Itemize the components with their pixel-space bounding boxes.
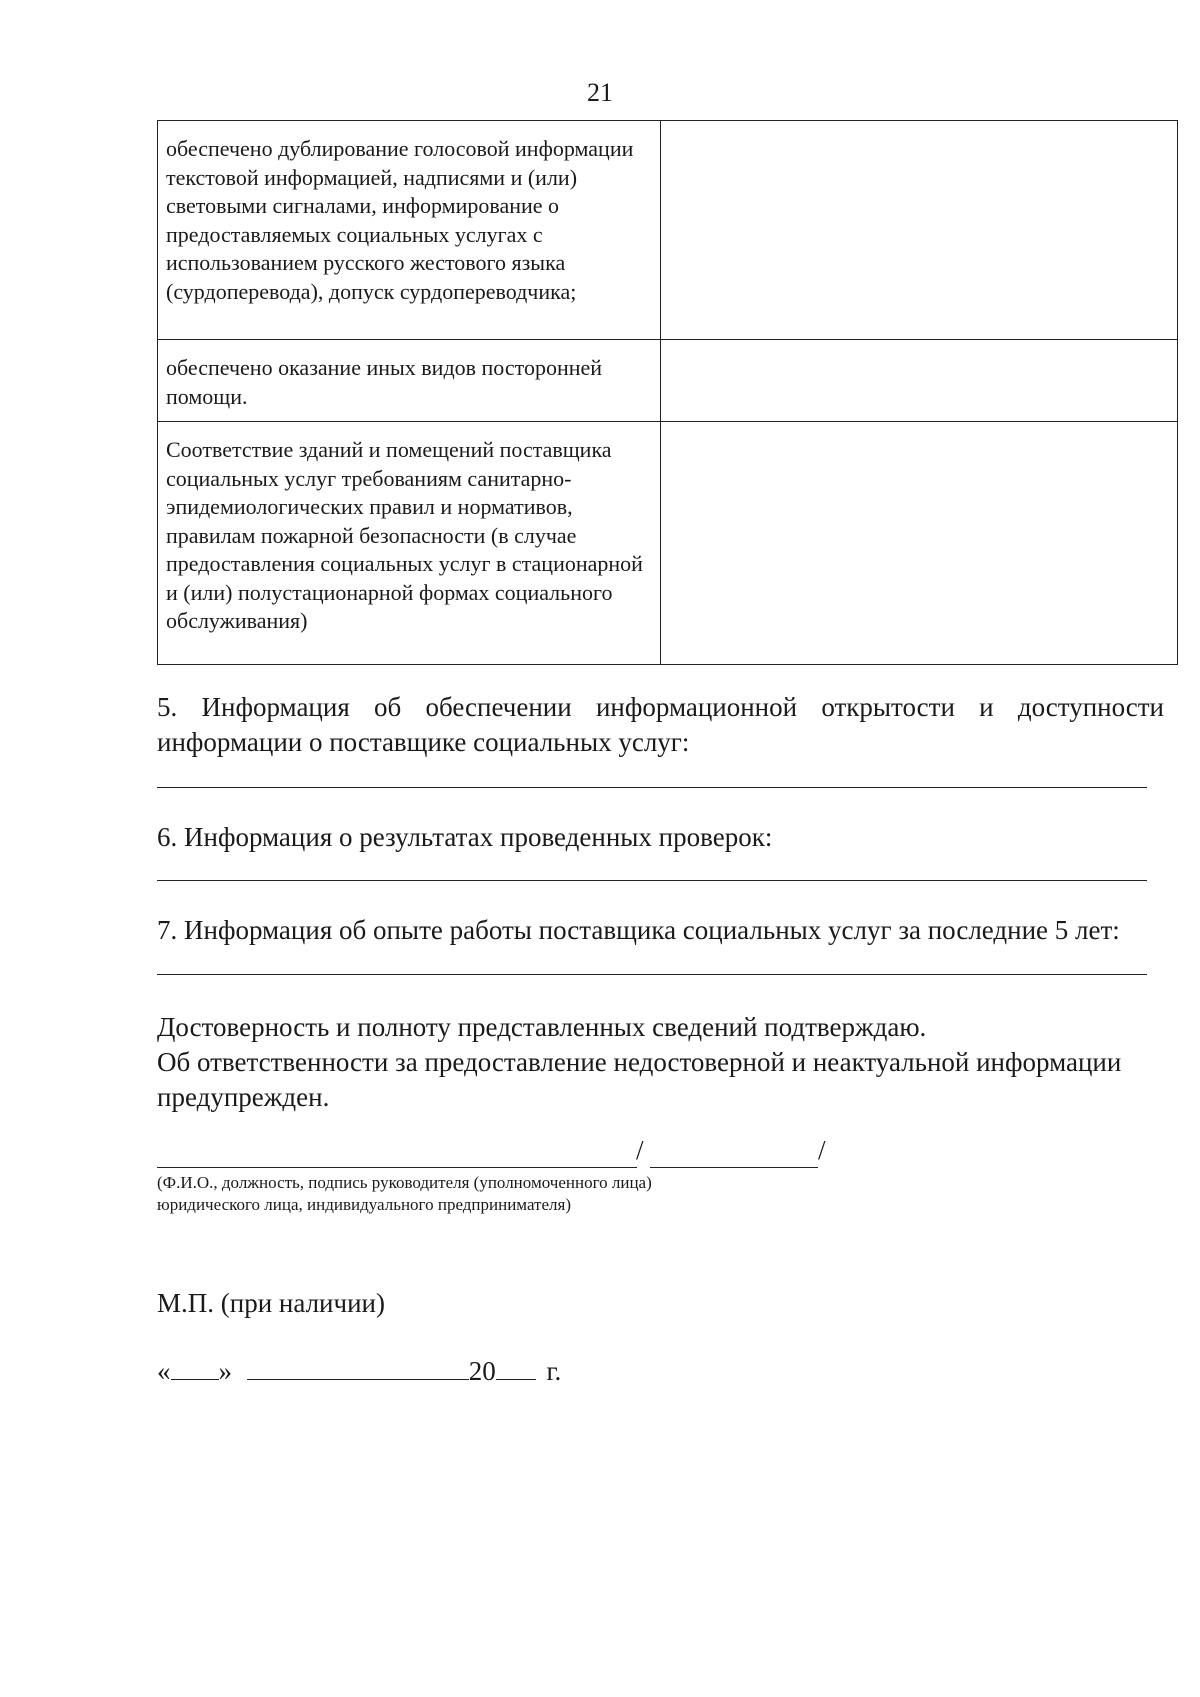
table-row	[158, 422, 1178, 665]
value-cell[interactable]	[661, 121, 1178, 340]
table-row	[158, 121, 1178, 340]
section-7-answer-line[interactable]	[157, 974, 1147, 975]
signature-name-line[interactable]	[157, 1167, 637, 1168]
criterion-cell: обеспечено оказание иных видов посторонней помощи.	[158, 340, 661, 422]
date-close-quote: »	[218, 1356, 232, 1386]
section-5-line-1: 5. Информация об обеспечении информационной открытости и доступности	[157, 692, 1164, 722]
signature-sign-line[interactable]	[650, 1167, 818, 1168]
criteria-table	[157, 120, 1178, 665]
signature-note: (Ф.И.О., должность, подпись руководителя (уполномоченного лица) юридического лица, индивидуального предпринимателя)	[157, 1173, 652, 1214]
value-cell[interactable]	[661, 422, 1178, 665]
criterion-cell: Соответствие зданий и помещений поставщика социальных услуг требованиям санитарно-эпидемиологических правил и нормативов, правилам пожарной безопасности (в случае предоставления социальных услуг в стационарной и (или) полустационарной формах социального обслуживания)	[158, 422, 661, 665]
value-cell[interactable]	[661, 340, 1178, 422]
year-suffix: г.	[546, 1356, 562, 1386]
section-5-heading	[157, 690, 1164, 725]
year-field[interactable]	[496, 1355, 536, 1380]
declaration-line-2: Об ответственности за предоставление недостоверной и неактуальной информации предупрежден.	[157, 1047, 1122, 1112]
page-number: 21	[587, 78, 613, 107]
stamp-label: М.П. (при наличии)	[157, 1288, 385, 1318]
signature-separator: /	[818, 1135, 826, 1165]
declaration-line-1: Достоверность и полноту представленных сведений подтверждаю.	[157, 1012, 927, 1042]
section-5-answer-line[interactable]	[157, 787, 1147, 788]
table-row	[158, 340, 1178, 422]
month-field[interactable]	[247, 1355, 469, 1380]
date-open-quote: «	[157, 1356, 171, 1386]
day-field[interactable]	[171, 1355, 219, 1380]
section-6-answer-line[interactable]	[157, 880, 1147, 881]
criterion-cell: обеспечено дублирование голосовой информации текстовой информацией, надписями и (или) световыми сигналами, информирование о предоставляемых социальных услугах с использованием русского жестового языка (сурдоперевода), допуск сурдопереводчика;	[158, 121, 661, 340]
year-prefix: 20	[468, 1356, 496, 1386]
section-5-line-2: информации о поставщике социальных услуг:	[157, 727, 690, 757]
section-6-heading: 6. Информация о результатах проведенных проверок:	[157, 822, 773, 852]
date-line	[157, 1355, 561, 1387]
section-7-heading: 7. Информация об опыте работы поставщика социальных услуг за последние 5 лет:	[157, 915, 1120, 945]
signature-separator: /	[636, 1135, 644, 1165]
